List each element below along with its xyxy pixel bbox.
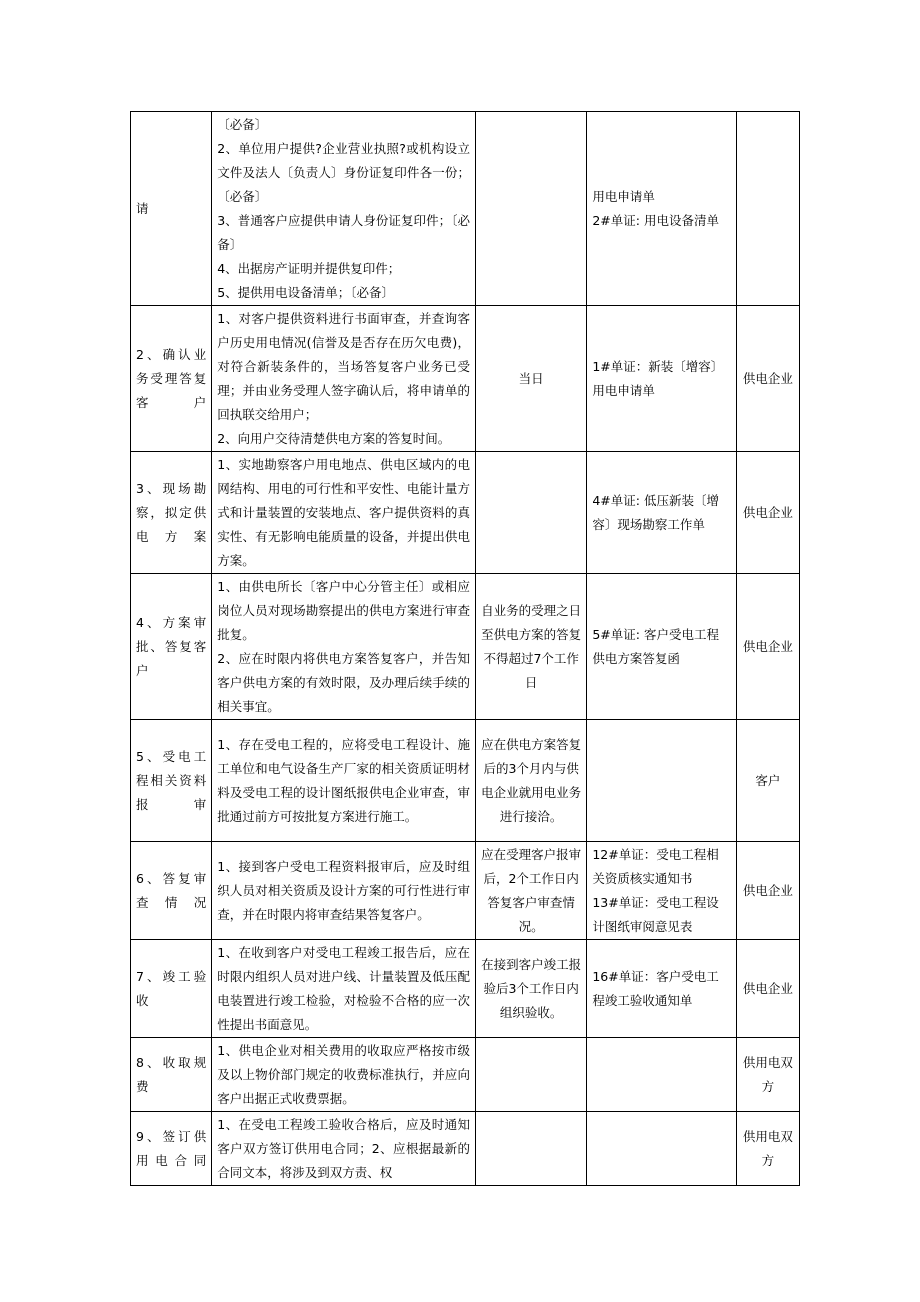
content-line: 1、实地勘察客户用电地点、供电区域内的电网结构、用电的可行性和平安性、电能计量方式和计量装置的安装地点、客户提供资料的真实性、有无影响电能质量的设备，并提出供电方案。 — [217, 456, 471, 568]
time-limit-cell: 应在受理客户报审后，2个工作日内答复客户审查情况。 — [476, 842, 587, 940]
time-limit-cell — [476, 452, 587, 574]
step-label: 4、方案审批、答复客户 — [136, 614, 207, 678]
time-limit-cell: 当日 — [476, 306, 587, 452]
step-label: 9、签订供用电合同 — [136, 1128, 207, 1168]
step-cell — [131, 1038, 212, 1112]
content-line: 〔必备〕 — [217, 116, 268, 132]
step-label: 5、受电工程相关资料报审 — [136, 748, 207, 812]
step-cell — [131, 1112, 212, 1186]
document-cell — [587, 112, 736, 306]
content-line: 5、提供用电设备清单；〔必备〕 — [217, 284, 394, 300]
content-line: 2、向用户交待清楚供电方案的答复时间。 — [217, 430, 451, 446]
document-cell — [587, 1112, 736, 1186]
step-label: 8、收取规费 — [136, 1054, 207, 1094]
process-table — [130, 111, 800, 1186]
document-cell — [587, 720, 736, 842]
content-line: 1、对客户提供资料进行书面审查，并查询客户历史用电情况(信誉及是否存在历欠电费)，对符合新装条件的，当场答复客户业务已受理；并由业务受理人签字确认后，将申请单的回执联交给用户； — [217, 310, 471, 422]
party-cell: 供电企业 — [736, 940, 799, 1038]
content-line: 1、接到客户受电工程资料报审后，应及时组织人员对相关资质及设计方案的可行性进行审查，并在时限内将审查结果答复客户。 — [217, 858, 471, 922]
document-cell — [587, 940, 736, 1038]
content-line: 1、存在受电工程的，应将受电工程设计、施工单位和电气设备生产厂家的相关资质证明材料及受电工程的设计图纸报供电企业审查，审批通过前方可按批复方案进行施工。 — [217, 736, 471, 824]
document-line: 13#单证：受电工程设计图纸审阅意见表 — [592, 894, 719, 934]
time-limit-cell — [476, 1112, 587, 1186]
content-cell — [212, 1112, 476, 1186]
step-cell — [131, 842, 212, 940]
table-row — [131, 306, 800, 452]
table-row — [131, 720, 800, 842]
step-label: 3、现场勘察，拟定供电方案 — [136, 480, 207, 544]
time-limit-cell — [476, 112, 587, 306]
table-row — [131, 1038, 800, 1112]
table-row — [131, 842, 800, 940]
content-cell — [212, 1038, 476, 1112]
step-cell — [131, 940, 212, 1038]
document-cell — [587, 1038, 736, 1112]
time-limit-cell: 应在供电方案答复后的3个月内与供电企业就用电业务进行接洽。 — [476, 720, 587, 842]
party-cell: 供用电双方 — [736, 1112, 799, 1186]
content-cell — [212, 306, 476, 452]
document-line: 16#单证：客户受电工程竣工验收通知单 — [592, 968, 719, 1008]
content-cell — [212, 574, 476, 720]
content-cell — [212, 112, 476, 306]
document-cell — [587, 306, 736, 452]
table-row — [131, 574, 800, 720]
content-line: 2、单位用户提供?企业营业执照?或机构设立文件及法人〔负责人〕身份证复印件各一份；〔必备〕 — [217, 140, 471, 204]
document-cell — [587, 574, 736, 720]
document-line: 1#单证：新装〔增容〕用电申请单 — [592, 358, 724, 398]
party-cell: 供用电双方 — [736, 1038, 799, 1112]
party-cell: 供电企业 — [736, 306, 799, 452]
content-cell — [212, 452, 476, 574]
step-label: 请 — [136, 200, 149, 216]
time-limit-cell: 在接到客户竣工报验后3个工作日内组织验收。 — [476, 940, 587, 1038]
document-cell — [587, 842, 736, 940]
time-limit-cell: 自业务的受理之日至供电方案的答复不得超过7个工作日 — [476, 574, 587, 720]
document-cell — [587, 452, 736, 574]
content-line: 1、供电企业对相关费用的收取应严格按市级及以上物价部门规定的收费标准执行，并应向客户出据正式收费票据。 — [217, 1042, 471, 1106]
step-cell — [131, 452, 212, 574]
document-line: 用电申请单 — [592, 188, 655, 204]
table-row — [131, 112, 800, 306]
content-line: 1、在受电工程竣工验收合格后，应及时通知客户双方签订供用电合同；2、应根据最新的合同文本，将涉及到双方责、权 — [217, 1116, 471, 1180]
party-cell: 供电企业 — [736, 452, 799, 574]
time-limit-cell — [476, 1038, 587, 1112]
document-line: 2#单证: 用电设备清单 — [592, 212, 719, 228]
document-line: 5#单证: 客户受电工程供电方案答复函 — [592, 626, 719, 666]
content-line: 3、普通客户应提供申请人身份证复印件；〔必备〕 — [217, 212, 471, 252]
content-line: 4、出据房产证明并提供复印件； — [217, 260, 401, 276]
content-cell — [212, 842, 476, 940]
party-cell — [736, 112, 799, 306]
step-label: 7、竣工验收 — [136, 968, 207, 1008]
content-cell — [212, 940, 476, 1038]
content-line: 2、应在时限内将供电方案答复客户，并告知客户供电方案的有效时限，及办理后续手续的相关事宜。 — [217, 650, 471, 714]
table-row — [131, 1112, 800, 1186]
table-row — [131, 940, 800, 1038]
step-cell — [131, 306, 212, 452]
content-cell — [212, 720, 476, 842]
step-label: 2、确认业务受理答复客户 — [136, 346, 207, 410]
step-cell — [131, 112, 212, 306]
step-cell — [131, 720, 212, 842]
party-cell: 客户 — [736, 720, 799, 842]
step-cell — [131, 574, 212, 720]
party-cell: 供电企业 — [736, 842, 799, 940]
content-line: 1、由供电所长〔客户中心分管主任〕或相应岗位人员对现场勘察提出的供电方案进行审查批复。 — [217, 578, 471, 642]
content-line: 1、在收到客户对受电工程竣工报告后，应在时限内组织人员对进户线、计量装置及低压配电装置进行竣工检验，对检验不合格的应一次性提出书面意见。 — [217, 944, 471, 1032]
party-cell: 供电企业 — [736, 574, 799, 720]
step-label: 6、答复审查情况 — [136, 870, 207, 910]
document-line: 4#单证: 低压新装〔增容〕现场勘察工作单 — [592, 492, 719, 532]
table-row — [131, 452, 800, 574]
document-line: 12#单证：受电工程相关资质核实通知书 — [592, 846, 719, 886]
